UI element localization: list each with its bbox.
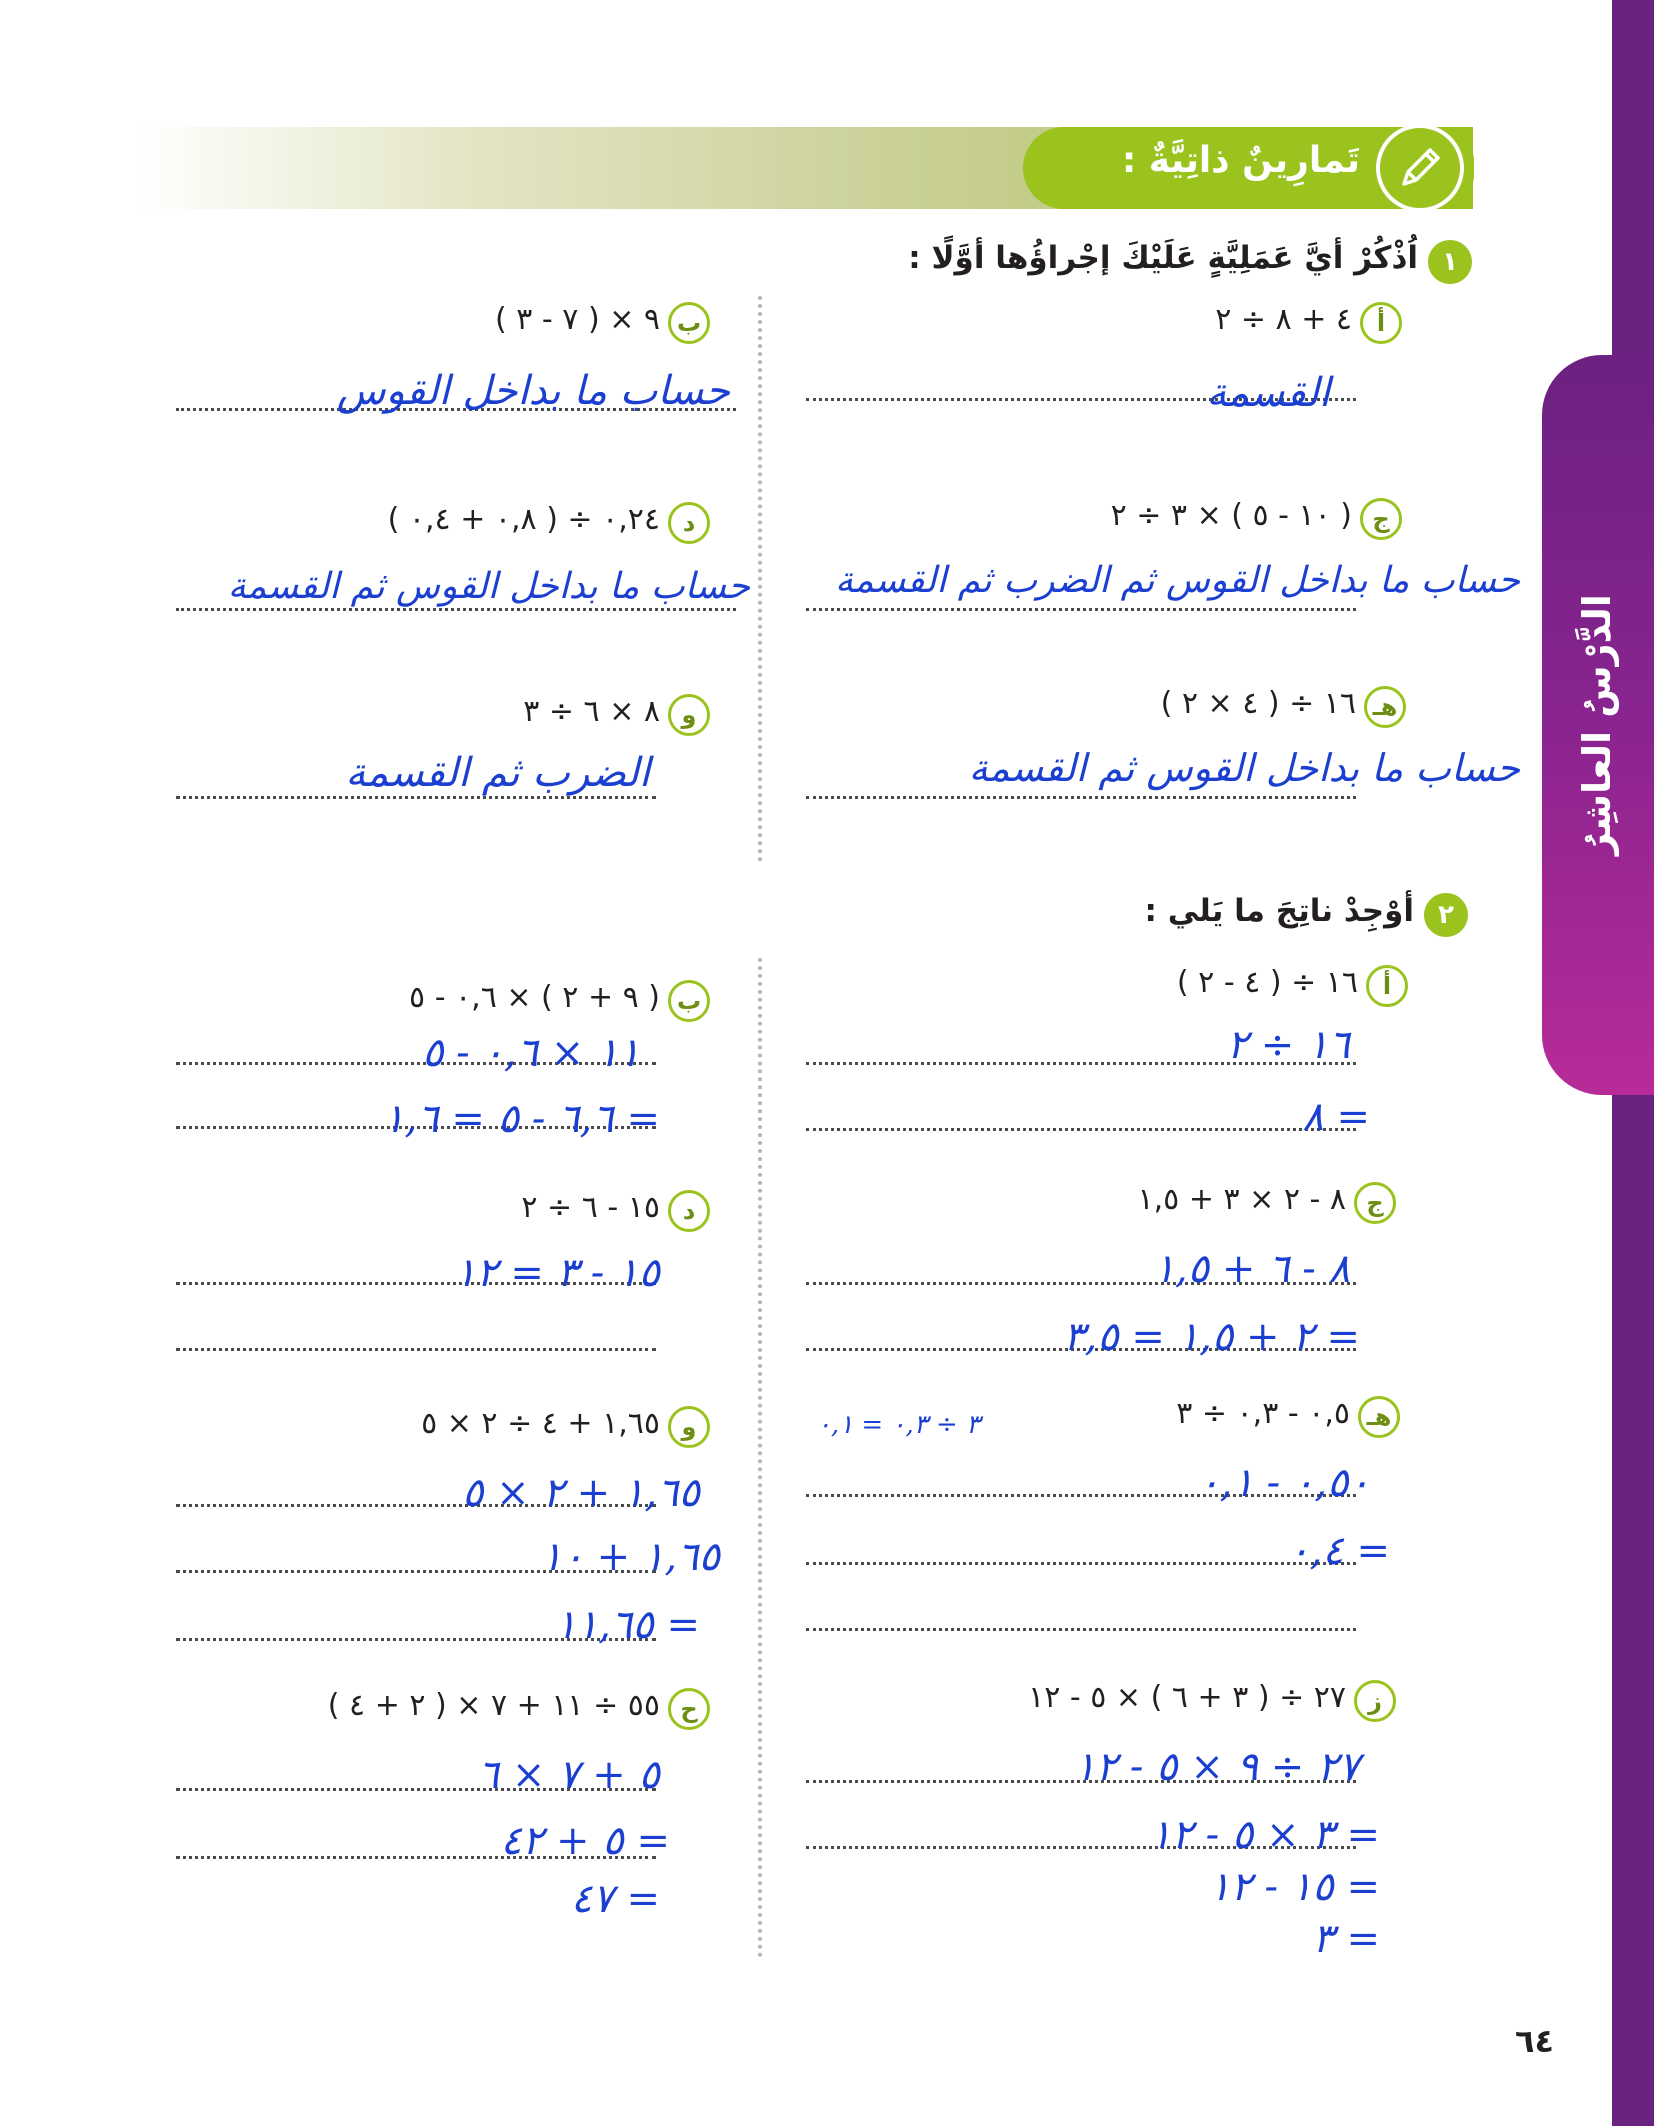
question-2-prompt: أوْجِدْ ناتِجَ ما يَلي : [1144,893,1414,929]
item-expression: ٥٥ ÷ ١١ + ٧ × ( ٢ + ٤ ) [327,1688,660,1723]
handwritten-work: ١,٦٥ + ١٠ [540,1534,720,1580]
item-badge: ج [1360,498,1402,540]
handwritten-work: ٠,٥٠ - ٠,١ [1198,1460,1370,1506]
handwritten-work: = ٨ [1302,1094,1370,1140]
answer-line [176,1348,656,1351]
item-expression: ١٦ ÷ ( ٤ - ٢ ) [1176,965,1358,1000]
handwritten-work: ١٥ - ٣ = ١٢ [454,1250,660,1296]
pencil-icon [1376,124,1464,212]
item-expression: ٠,٥ - ٠,٣ ÷ ٣ [1176,1396,1350,1431]
item-expression: ٤ + ٨ ÷ ٢ [1215,302,1352,337]
item-badge: هـ [1358,1396,1400,1438]
item-badge: و [668,1406,710,1448]
handwritten-work: ٥ + ٧ × ٦ [477,1752,660,1798]
item-badge: ز [1354,1680,1396,1722]
handwritten-work: ٢٧ ÷ ٩ × ٥ - ١٢ [1074,1744,1360,1790]
item-expression: ١٥ - ٦ ÷ ٢ [521,1190,660,1225]
item-badge: و [668,694,710,736]
section-title: تَمارِينٌ ذاتِيَّةٌ : [1121,140,1360,181]
question-1-number: ١ [1428,240,1472,284]
handwritten-work: = ٣ × ٥ - ١٢ [1149,1812,1380,1858]
item-expression: ٨ - ٢ × ٣ + ١,٥ [1137,1182,1346,1217]
handwritten-work: = ٦,٦ - ٥ = ١,٦ [383,1096,660,1142]
answer-line [806,796,1356,799]
handwritten-side-calculation: ٣ ÷ ٠,٣ = ٠,١ [816,1410,980,1440]
lesson-label: الدَّرْسُ العاشِرُ [1575,594,1619,856]
item-expression: ١٦ ÷ ( ٤ × ٢ ) [1160,686,1356,721]
item-expression: ٠,٢٤ ÷ ( ٠,٨ + ٠,٤ ) [387,502,660,537]
answer-line [176,796,656,799]
item-expression: ٨ × ٦ ÷ ٣ [523,694,660,729]
handwritten-work: = ٤٧ [570,1876,660,1922]
item-badge: أ [1360,302,1402,344]
item-badge: ح [668,1688,710,1730]
item-expression: ١,٦٥ + ٤ ÷ ٢ × ٥ [421,1406,660,1441]
handwritten-work: = ١٥ - ١٢ [1208,1864,1380,1910]
item-badge: ب [668,302,710,344]
handwritten-work: = ٠,٤ [1288,1528,1390,1574]
item-expression: ( ١٠ - ٥ ) × ٣ ÷ ٢ [1110,498,1352,533]
handwritten-answer: حساب ما بداخل القوس [336,368,730,414]
item-badge: ج [1354,1182,1396,1224]
page-number: ٦٤ [1515,2022,1555,2060]
question-1-prompt: اُذْكُرْ أيَّ عَمَلِيَّةٍ عَلَيْكَ إجْراؤُها أوَّلًا : [908,240,1418,276]
handwritten-answer: القسمة [1206,370,1330,416]
handwritten-answer: حساب ما بداخل القوس ثم القسمة [227,566,750,607]
handwritten-work: = ٣ [1312,1916,1380,1962]
handwritten-work: = ٢ + ١,٥ = ٣,٥ [1063,1314,1360,1360]
answer-line [176,608,736,611]
item-badge: د [668,502,710,544]
item-expression: ٩ × ( ٧ - ٣ ) [495,302,660,337]
handwritten-work: ١١ × ٠,٦ - ٥ [421,1030,640,1076]
handwritten-work: ٨ - ٦ + ١,٥ [1153,1246,1350,1292]
item-badge: د [668,1190,710,1232]
answer-line [806,608,1356,611]
handwritten-work: ١,٦٥ + ٢ × ٥ [461,1470,700,1516]
handwritten-answer: الضرب ثم القسمة [345,750,650,796]
item-expression: ٢٧ ÷ ( ٣ + ٦ ) × ٥ - ١٢ [1028,1680,1346,1715]
column-divider-q2 [758,958,762,1958]
handwritten-work: ١٦ ÷ ٢ [1226,1022,1350,1068]
handwritten-answer: حساب ما بداخل القوس ثم الضرب ثم القسمة [834,560,1520,601]
column-divider-q1 [758,296,762,862]
item-expression: ( ٩ + ٢ ) × ٠,٦ - ٥ [409,980,660,1015]
item-badge: ب [668,980,710,1022]
handwritten-work: = ١١,٦٥ [555,1602,700,1648]
item-badge: هـ [1364,686,1406,728]
question-2-number: ٢ [1424,893,1468,937]
handwritten-answer: حساب ما بداخل القوس ثم القسمة [968,746,1520,790]
handwritten-work: = ٥ + ٤٢ [500,1818,670,1864]
item-badge: أ [1366,965,1408,1007]
answer-line [806,1628,1356,1631]
